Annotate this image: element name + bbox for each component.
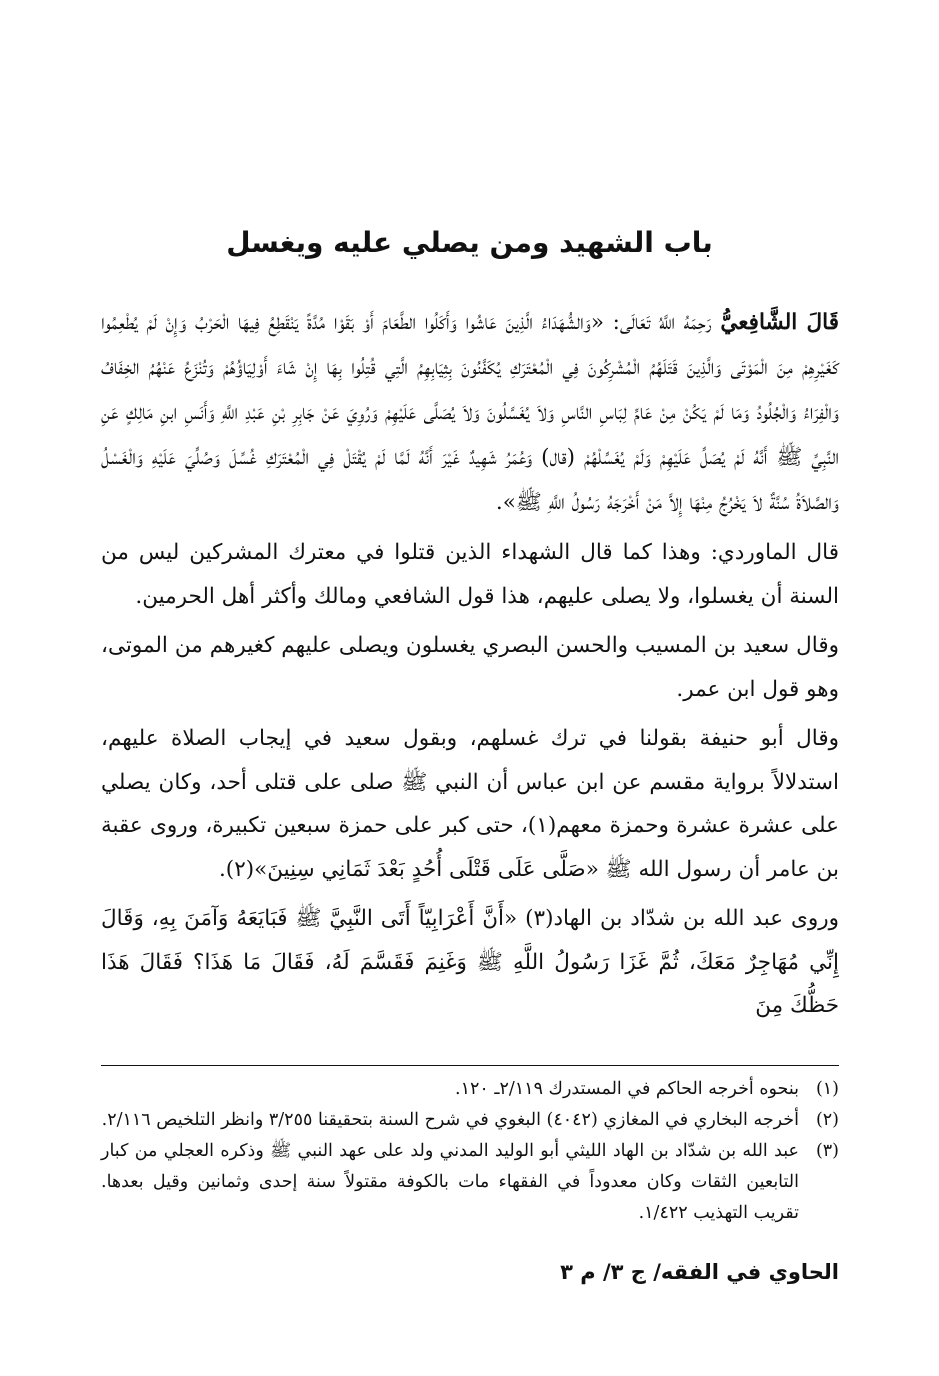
paragraph-text: وقال أبو حنيفة بقولنا في ترك غسلهم، وبقول سعيد في إيجاب الصلاة عليهم، استدلالاً برواية مقسم عن ابن عباس أن النبي ﷺ صلى على قتلى أحد، وكان يصلي على عشرة عشرة وحمزة معهم(١)، حتى كبر على حمزة سبعين تكبيرة، وروى عقبة بن عامر أن رسول الله ﷺ «صَلَّى عَلَى قَتْلَى أُحُدٍ بَعْدَ ثَمَانِي سِنِينَ»(٢). [101, 726, 839, 882]
footnote-divider [101, 1065, 839, 1066]
footnote-text: أخرجه البخاري في المغازي (٤٠٤٢) البغوي في شرح السنة بتحقيقنا ٣/٢٥٥ وانظر التلخيص ٢/١١٦. [101, 1110, 799, 1130]
footnote-item [101, 1136, 839, 1229]
paragraph-text: رَحِمَهُ اللَّهُ تَعَالَى: «وَالشُّهَدَاءُ الَّذِينَ عَاشُوا وَأَكَلُوا الطَّعَامَ أَوْ بَقَوْا مُدَّةً يَنْقَطِعُ فِيهَا الْحَرْبُ وَإِنْ لَمْ يُطْعِمُوا كَغَيْرِهِمْ مِنَ الْمَوْتَى وَالَّذِينَ قَتَلَهُمُ الْمُشْرِكُونَ فِي الْمُعْتَرَكِ يُكَفَّنُونَ بِثِيَابِهِمُ الَّتِي قُتِلُوا بِهَا إِنْ شَاءَ أَوْلِيَاؤُهُمْ وَتُنْزَعُ عَنْهُمُ الخِفَافُ وَالْفِرَاءُ وَالْجُلُودُ وَمَا لَمْ يَكُنْ مِنْ عَامِّ لِبَاسِ النَّاسِ وَلاَ يُغَسَّلُونَ وَلاَ يُصَلَّى عَلَيْهِمْ وَرُوِيَ عَنْ جَابِرِ بْنِ عَبْدِ اللَّهِ وَأَنَسِ ابنِ مَالِكٍ عَنِ النَّبِيِّ ﷺ أَنَّهُ لَمْ يُصَلِّ عَلَيْهِمْ وَلَمْ يُغَسِّلْهُمْ (قال) وَعُمَرُ شَهِيدٌ غَيْرَ أَنَّهُ لَمَّا لَمْ يُقْتَلْ فِي الْمُعْتَرَكِ غُسِّلَ وَصُلِّيَ عَلَيْهِ وَالْغَسْلُ وَالصَّلاَةُ سُنَّةٌ لاَ يَخْرُجُ مِنْهَا إِلاَّ مَنْ أَخْرَجَهُ رَسُولُ اللَّهِ ﷺ». [101, 310, 839, 515]
footnote-text: عبد الله بن شدّاد بن الهاد الليثي أبو الوليد المدني ولد على عهد النبي ﷺ وذكره العجلي من كبار التابعين الثقات وكان معدوداً في الفقهاء مات بالكوفة مقتولاً سنة إحدى وثمانين وقيل بعدها. تقريب التهذيب ١/٤٢٢. [101, 1141, 799, 1223]
chapter-title: باب الشهيد ومن يصلي عليه ويغسل [226, 226, 713, 259]
speaker-name: قَالَ الشَّافِعيُّ [720, 310, 839, 335]
page-footer: الحاوي في الفقه/ ج ٣/ م ٣ [560, 1260, 839, 1284]
footnote-number: (٣) [815, 1141, 839, 1161]
footnote-number: (٢) [815, 1110, 839, 1130]
abdullah-paragraph [101, 897, 839, 1028]
paragraph-text: قال الماوردي: وهذا كما قال الشهداء الذين قتلوا في معترك المشركين ليس من السنة أن يغسلوا، ولا يصلى عليهم، هذا قول الشافعي ومالك وأكثر أهل الحرمين. [101, 540, 839, 609]
footnote-text: بنحوه أخرجه الحاكم في المستدرك ٢/١١٩ـ ١٢٠. [454, 1079, 799, 1099]
shafii-quote-paragraph [101, 300, 839, 525]
footnote-item [101, 1074, 839, 1105]
footnote-number: (١) [815, 1079, 839, 1099]
paragraph-text: وقال سعيد بن المسيب والحسن البصري يغسلون ويصلى عليهم كغيرهم من الموتى، وهو قول ابن عمر. [101, 633, 839, 702]
mawardi-paragraph [101, 531, 839, 618]
abu-hanifa-paragraph [101, 717, 839, 891]
main-text [101, 300, 839, 1028]
footnote-item [101, 1105, 839, 1136]
footnotes [101, 1074, 839, 1229]
paragraph-text: وروى عبد الله بن شدّاد بن الهاد(٣) «أَنَّ أَعْرَابِيّاً أَتَى النَّبِيَّ ﷺ فَبَايَعَهُ وَآمَنَ بِهِ، وَقَالَ إِنِّي مُهَاجِرٌ مَعَكَ، ثُمَّ غَزَا رَسُولُ اللَّهِ ﷺ وَغَنِمَ فَقَسَّمَ لَهُ، فَقَالَ مَا هَذَا؟ فَقَالَ هَذَا حَظُّكَ مِنَ [101, 906, 839, 1018]
said-paragraph [101, 624, 839, 711]
